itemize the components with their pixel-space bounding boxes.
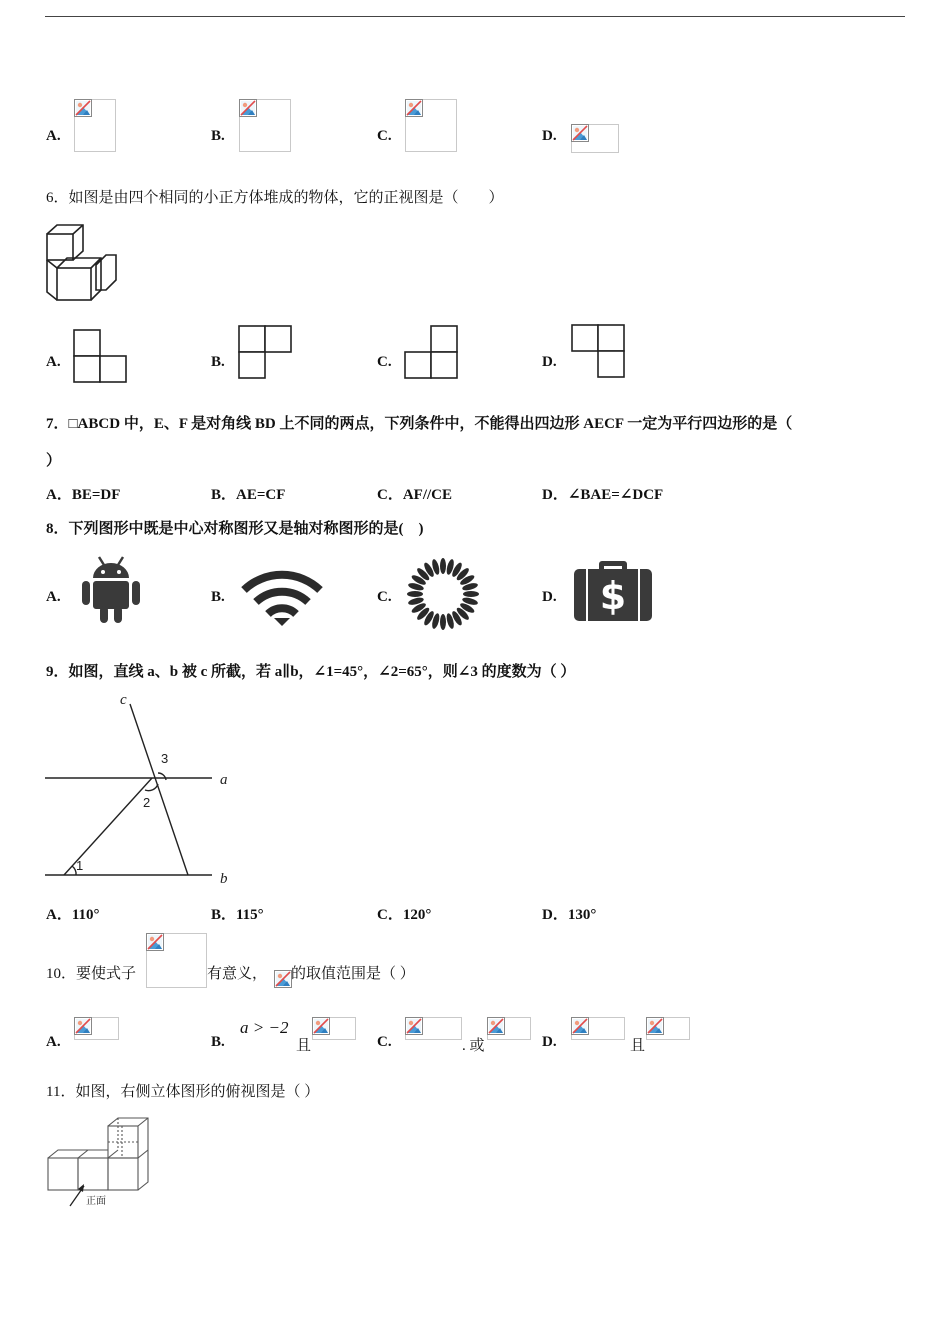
q7-option-b: B．AE=CF — [211, 487, 286, 503]
broken-image-icon — [646, 1017, 664, 1035]
q6-option-d-label: D. — [542, 354, 557, 370]
q6-stem: 6．如图是由四个相同的小正方体堆成的物体，它的正视图是（ ） — [46, 190, 504, 206]
broken-image-icon — [405, 1017, 423, 1035]
broken-image-icon — [74, 99, 92, 117]
q6-option-c-label: C. — [377, 354, 392, 370]
q7-stem-line1: 7．□ABCD 中，E、F 是对角线 BD 上不同的两点，下列条件中，不能得出四边形 AECF 一定为平行四边形的是（ — [46, 416, 793, 432]
q10-option-d-label: D. — [542, 1034, 557, 1050]
q9-option-a: A．110° — [46, 907, 100, 923]
q9-label-b: b — [220, 871, 228, 887]
q5-option-a-image — [74, 99, 116, 152]
q9-angle-3: 3 — [161, 751, 169, 766]
q10-stem-part2: 有意义， — [207, 966, 268, 982]
broken-image-icon — [239, 99, 257, 117]
q10-option-c-label: C. — [377, 1034, 392, 1050]
android-icon — [80, 554, 142, 624]
q8-option-c-label: C. — [377, 589, 392, 605]
q5-option-d-image — [571, 124, 619, 153]
broken-image-icon — [274, 970, 292, 988]
q8-option-a-label: A. — [46, 589, 61, 605]
q5-option-b-image — [239, 99, 291, 152]
q7-stem-line2: ） — [46, 453, 62, 469]
q9-angle-1: 1 — [76, 858, 84, 873]
q6-option-c-figure — [404, 325, 458, 379]
q11-stem: 11．如图，右侧立体图形的俯视图是（ ） — [46, 1084, 320, 1100]
broken-image-icon — [312, 1017, 330, 1035]
q10-option-d-image-1 — [571, 1017, 625, 1040]
q5-option-c-image — [405, 99, 457, 152]
money-bag-icon — [572, 557, 654, 623]
q10-option-b-expression: a > −2 — [240, 1018, 289, 1037]
q9-label-a: a — [220, 772, 228, 788]
q10-option-d-suffix: 且 — [630, 1038, 646, 1054]
q5-option-b-label: B. — [211, 128, 225, 144]
q10-stem-part1: 10．要使式子 — [46, 966, 137, 982]
broken-image-icon — [487, 1017, 505, 1035]
q9-parallel-lines-figure — [40, 690, 240, 890]
q7-option-d: D．∠BAE=∠DCF — [542, 487, 664, 503]
q9-label-c: c — [120, 692, 127, 708]
q6-option-a-figure — [73, 329, 127, 383]
q9-option-d: D．130° — [542, 907, 597, 923]
q8-option-b-label: B. — [211, 589, 225, 605]
q8-stem: 8．下列图形中既是中心对称图形又是轴对称图形的是( ) — [46, 521, 424, 537]
q10-variable-image — [274, 970, 291, 987]
q9-option-c: C．120° — [377, 907, 432, 923]
broken-image-icon — [405, 99, 423, 117]
q7-option-a: A．BE=DF — [46, 487, 121, 503]
q10-option-b-image — [312, 1017, 356, 1040]
q6-option-b-figure — [238, 325, 292, 379]
q6-option-b-label: B. — [211, 354, 225, 370]
q11-solid-figure — [44, 1114, 156, 1210]
wifi-icon — [240, 568, 324, 628]
q10-stem-part3: 的取值范围是（ ） — [291, 966, 415, 982]
sunflower-icon — [402, 557, 484, 631]
top-rule — [45, 16, 905, 17]
broken-image-icon — [74, 1017, 92, 1035]
q10-option-b-label: B. — [211, 1034, 225, 1050]
q6-option-a-label: A. — [46, 354, 61, 370]
broken-image-icon — [146, 933, 164, 951]
q5-option-d-label: D. — [542, 128, 557, 144]
q10-expression-image — [146, 933, 207, 988]
q5-option-a-label: A. — [46, 128, 61, 144]
q7-option-c: C．AF//CE — [377, 487, 453, 503]
q11-front-label: 正面 — [86, 1196, 106, 1207]
q5-option-c-label: C. — [377, 128, 392, 144]
q6-cube-figure — [44, 222, 118, 304]
q6-option-d-figure — [571, 324, 625, 378]
q10-option-b-suffix: 且 — [296, 1038, 312, 1054]
q10-option-c-image-1 — [405, 1017, 462, 1040]
q10-option-c-image-2 — [487, 1017, 531, 1040]
svg-text:$: $ — [599, 574, 627, 618]
q9-option-b: B．115° — [211, 907, 264, 923]
q10-option-a-label: A. — [46, 1034, 61, 1050]
q9-angle-2: 2 — [143, 795, 151, 810]
q8-option-d-label: D. — [542, 589, 557, 605]
q10-option-c-suffix: . 或 — [462, 1038, 485, 1054]
q9-stem: 9．如图，直线 a、b 被 c 所截，若 a∥b，∠1=45°，∠2=65°，则∠3 的度数为（ ） — [46, 664, 576, 680]
q10-option-a-image — [74, 1017, 119, 1040]
q10-option-d-image-2 — [646, 1017, 690, 1040]
broken-image-icon — [571, 1017, 589, 1035]
broken-image-icon — [571, 124, 589, 142]
